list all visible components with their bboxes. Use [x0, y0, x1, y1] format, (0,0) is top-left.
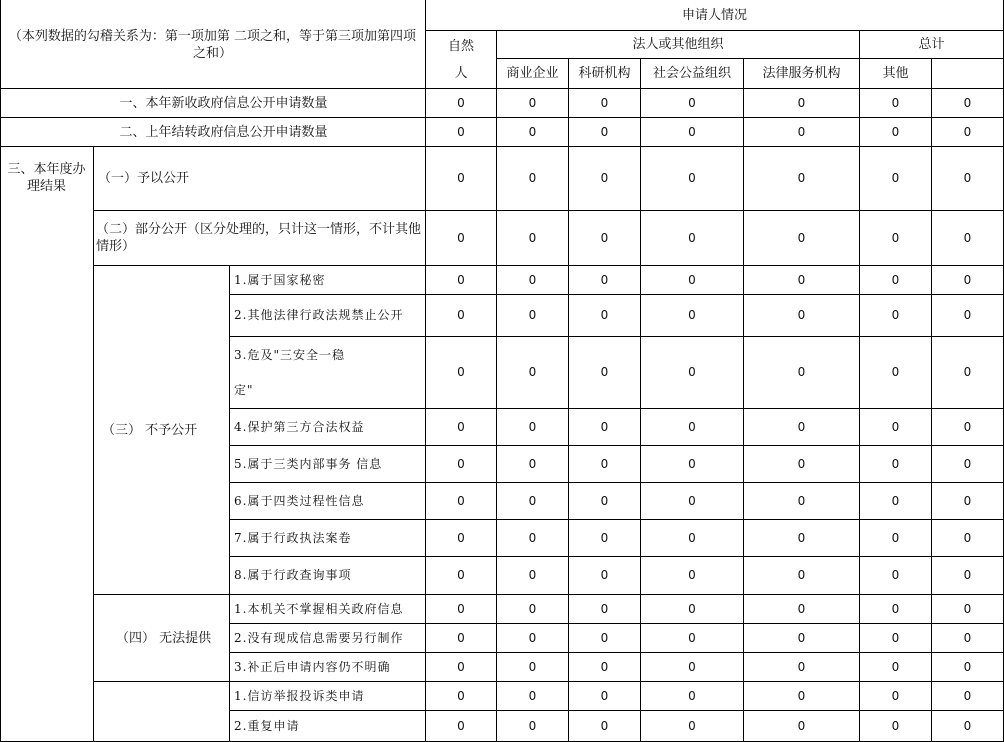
value-cell: 0: [744, 682, 860, 711]
value-cell: 0: [641, 295, 744, 337]
value-cell: 0: [932, 337, 1004, 409]
sub-item-label: 4.保护第三方合法权益: [234, 419, 365, 434]
note-text: （本列数据的勾稽关系为：第一项加第 二项之和，等于第三项加第四项之和）: [8, 29, 417, 61]
row-disclosed: [94, 147, 426, 211]
value-cell: 0: [860, 409, 932, 446]
applicant-label: 申请人情况: [681, 7, 747, 23]
col-label: 商业企业: [506, 66, 559, 81]
sub-item-label: 1.信访举报投诉类申请: [234, 688, 365, 703]
natural-person-header: [426, 31, 497, 89]
value-cell: 0: [744, 557, 860, 595]
sub-item-label: 5.属于三类内部事务 信息: [234, 456, 383, 471]
value-cell: 0: [497, 266, 569, 295]
value-cell: 0: [569, 653, 641, 682]
value-cell: 0: [860, 711, 932, 742]
value-cell: 0: [426, 682, 497, 711]
value-cell: 0: [569, 337, 641, 409]
sub-item-label: 2.没有现成信息需要另行制作: [234, 630, 404, 645]
group-not-disclosed: [94, 266, 230, 595]
value-cell: 0: [497, 711, 569, 742]
value-cell: 0: [569, 682, 641, 711]
col-label: 法律服务机构: [762, 66, 841, 81]
sub-item: [230, 446, 426, 483]
value-cell: 0: [860, 147, 932, 211]
sub-item-label: 3.危及"三安全一稳: [234, 347, 345, 362]
total-header: [860, 31, 1004, 59]
value-cell: 0: [569, 118, 641, 147]
sub-item: [230, 483, 426, 520]
row-label: （一）予以公开: [98, 171, 190, 186]
sub-item: [230, 557, 426, 595]
value-cell: 0: [569, 409, 641, 446]
value-cell: 0: [641, 595, 744, 624]
value-cell: 0: [932, 624, 1004, 653]
value-cell: 0: [744, 483, 860, 520]
value-cell: 0: [641, 624, 744, 653]
value-cell: 0: [932, 483, 1004, 520]
value-cell: 0: [932, 557, 1004, 595]
value-cell: 0: [641, 337, 744, 409]
sub-item-label: 3.补正后申请内容仍不明确: [234, 659, 391, 674]
sub-item: [230, 624, 426, 653]
value-cell: 0: [860, 595, 932, 624]
value-cell: 0: [932, 653, 1004, 682]
col-header-blank: [932, 59, 1004, 89]
value-cell: 0: [641, 211, 744, 266]
row-carried-requests: [0, 118, 426, 147]
value-cell: 0: [744, 295, 860, 337]
legal-group-label: 法人或其他组织: [632, 37, 724, 52]
value-cell: 0: [860, 337, 932, 409]
value-cell: 0: [932, 266, 1004, 295]
value-cell: 0: [860, 624, 932, 653]
section-label: 三、本年度办理结果: [7, 162, 86, 194]
value-cell: 0: [569, 147, 641, 211]
sub-item-label: 1.本机关不掌握相关政府信息: [234, 601, 404, 616]
sub-item: [230, 409, 426, 446]
value-cell: 0: [860, 483, 932, 520]
value-cell: 0: [497, 337, 569, 409]
value-cell: 0: [497, 211, 569, 266]
col-header-public-welfare: [641, 59, 744, 89]
value-cell: 0: [569, 266, 641, 295]
value-cell: 0: [932, 520, 1004, 557]
value-cell: 0: [932, 409, 1004, 446]
value-cell: 0: [932, 711, 1004, 742]
value-cell: 0: [569, 557, 641, 595]
value-cell: 0: [744, 337, 860, 409]
group-cannot-provide: [94, 595, 230, 682]
value-cell: 0: [744, 595, 860, 624]
value-cell: 0: [569, 295, 641, 337]
group-label: （三） 不予公开: [102, 422, 198, 438]
value-cell: 0: [426, 295, 497, 337]
value-cell: 0: [426, 483, 497, 520]
sub-item: [230, 520, 426, 557]
value-cell: 0: [569, 211, 641, 266]
value-cell: 0: [932, 118, 1004, 147]
col-label: 其他: [882, 66, 909, 81]
sub-item-label: 6.属于四类过程性信息: [234, 493, 365, 508]
value-cell: 0: [932, 211, 1004, 266]
col-label: 社会公益组织: [652, 66, 731, 81]
value-cell: 0: [569, 520, 641, 557]
applicant-header: [426, 0, 1004, 31]
value-cell: 0: [641, 483, 744, 520]
value-cell: 0: [744, 118, 860, 147]
value-cell: 0: [641, 446, 744, 483]
value-cell: 0: [641, 557, 744, 595]
row-label: 一、本年新收政府信息公开申请数量: [119, 95, 328, 111]
value-cell: 0: [744, 266, 860, 295]
value-cell: 0: [426, 595, 497, 624]
value-cell: 0: [497, 624, 569, 653]
col-header-legal-service: [744, 59, 860, 89]
value-cell: 0: [426, 266, 497, 295]
value-cell: 0: [860, 520, 932, 557]
value-cell: 0: [569, 89, 641, 118]
value-cell: 0: [860, 446, 932, 483]
value-cell: 0: [497, 595, 569, 624]
value-cell: 0: [569, 711, 641, 742]
value-cell: 0: [860, 266, 932, 295]
sub-item-label: 8.属于行政查询事项: [234, 568, 352, 582]
value-cell: 0: [426, 89, 497, 118]
value-cell: 0: [497, 653, 569, 682]
note-cell: [0, 0, 426, 89]
value-cell: 0: [860, 295, 932, 337]
total-label: 总计: [918, 37, 945, 52]
value-cell: 0: [426, 520, 497, 557]
value-cell: 0: [426, 653, 497, 682]
value-cell: 0: [641, 682, 744, 711]
value-cell: 0: [860, 682, 932, 711]
value-cell: 0: [426, 624, 497, 653]
sub-item: [230, 682, 426, 711]
value-cell: 0: [641, 147, 744, 211]
value-cell: 0: [497, 409, 569, 446]
sub-item: [230, 711, 426, 742]
value-cell: 0: [641, 653, 744, 682]
sub-item-label: 2.重复申请: [234, 718, 300, 733]
value-cell: 0: [426, 118, 497, 147]
sub-item: [230, 295, 426, 337]
section-results: [0, 147, 94, 742]
value-cell: 0: [426, 557, 497, 595]
value-cell: 0: [426, 446, 497, 483]
value-cell: 0: [744, 147, 860, 211]
sub-item: [230, 653, 426, 682]
left-border: [0, 0, 1, 742]
value-cell: 0: [744, 89, 860, 118]
value-cell: 0: [426, 147, 497, 211]
row-label: 二、上年结转政府信息公开申请数量: [119, 124, 328, 140]
natural-top: 自然: [447, 38, 474, 54]
value-cell: 0: [932, 295, 1004, 337]
value-cell: 0: [860, 211, 932, 266]
value-cell: 0: [932, 595, 1004, 624]
value-cell: 0: [744, 653, 860, 682]
value-cell: 0: [932, 682, 1004, 711]
sub-item-label-cont: 定": [234, 382, 254, 397]
value-cell: 0: [641, 520, 744, 557]
group-not-processed: [94, 682, 230, 742]
sub-item-label: 1.属于国家秘密: [234, 272, 326, 287]
legal-group-header: [497, 31, 860, 59]
sub-item: [230, 266, 426, 295]
natural-bottom: 人: [454, 65, 468, 81]
value-cell: 0: [426, 211, 497, 266]
value-cell: 0: [569, 595, 641, 624]
row-label: （二）部分公开（区分处理的，只计这一情形，不计其他情形）: [96, 222, 422, 254]
value-cell: 0: [641, 711, 744, 742]
sub-item: [230, 337, 426, 409]
row-partially-disclosed: [94, 211, 426, 266]
value-cell: 0: [641, 266, 744, 295]
value-cell: 0: [497, 682, 569, 711]
value-cell: 0: [744, 520, 860, 557]
value-cell: 0: [860, 118, 932, 147]
value-cell: 0: [641, 89, 744, 118]
group-label: （四） 无法提供: [116, 630, 212, 646]
value-cell: 0: [569, 446, 641, 483]
col-label: 科研机构: [578, 66, 631, 81]
value-cell: 0: [497, 295, 569, 337]
value-cell: 0: [569, 624, 641, 653]
row-new-requests: [0, 89, 426, 118]
value-cell: 0: [744, 409, 860, 446]
col-header-other: [860, 59, 932, 89]
value-cell: 0: [569, 483, 641, 520]
value-cell: 0: [426, 711, 497, 742]
value-cell: 0: [744, 446, 860, 483]
value-cell: 0: [497, 483, 569, 520]
value-cell: 0: [497, 118, 569, 147]
value-cell: 0: [860, 653, 932, 682]
value-cell: 0: [932, 89, 1004, 118]
value-cell: 0: [497, 89, 569, 118]
col-header-business: [497, 59, 569, 89]
value-cell: 0: [860, 557, 932, 595]
sub-item: [230, 595, 426, 624]
value-cell: 0: [497, 520, 569, 557]
value-cell: 0: [932, 446, 1004, 483]
value-cell: 0: [497, 557, 569, 595]
value-cell: 0: [426, 409, 497, 446]
value-cell: 0: [744, 624, 860, 653]
value-cell: 0: [497, 147, 569, 211]
sub-item-label: 2.其他法律行政法规禁止公开: [234, 308, 404, 322]
value-cell: 0: [744, 711, 860, 742]
value-cell: 0: [426, 337, 497, 409]
value-cell: 0: [641, 118, 744, 147]
value-cell: 0: [744, 211, 860, 266]
value-cell: 0: [641, 409, 744, 446]
value-cell: 0: [860, 89, 932, 118]
value-cell: 0: [497, 446, 569, 483]
value-cell: 0: [932, 147, 1004, 211]
sub-item-label: 7.属于行政执法案卷: [234, 530, 352, 545]
col-header-research: [569, 59, 641, 89]
